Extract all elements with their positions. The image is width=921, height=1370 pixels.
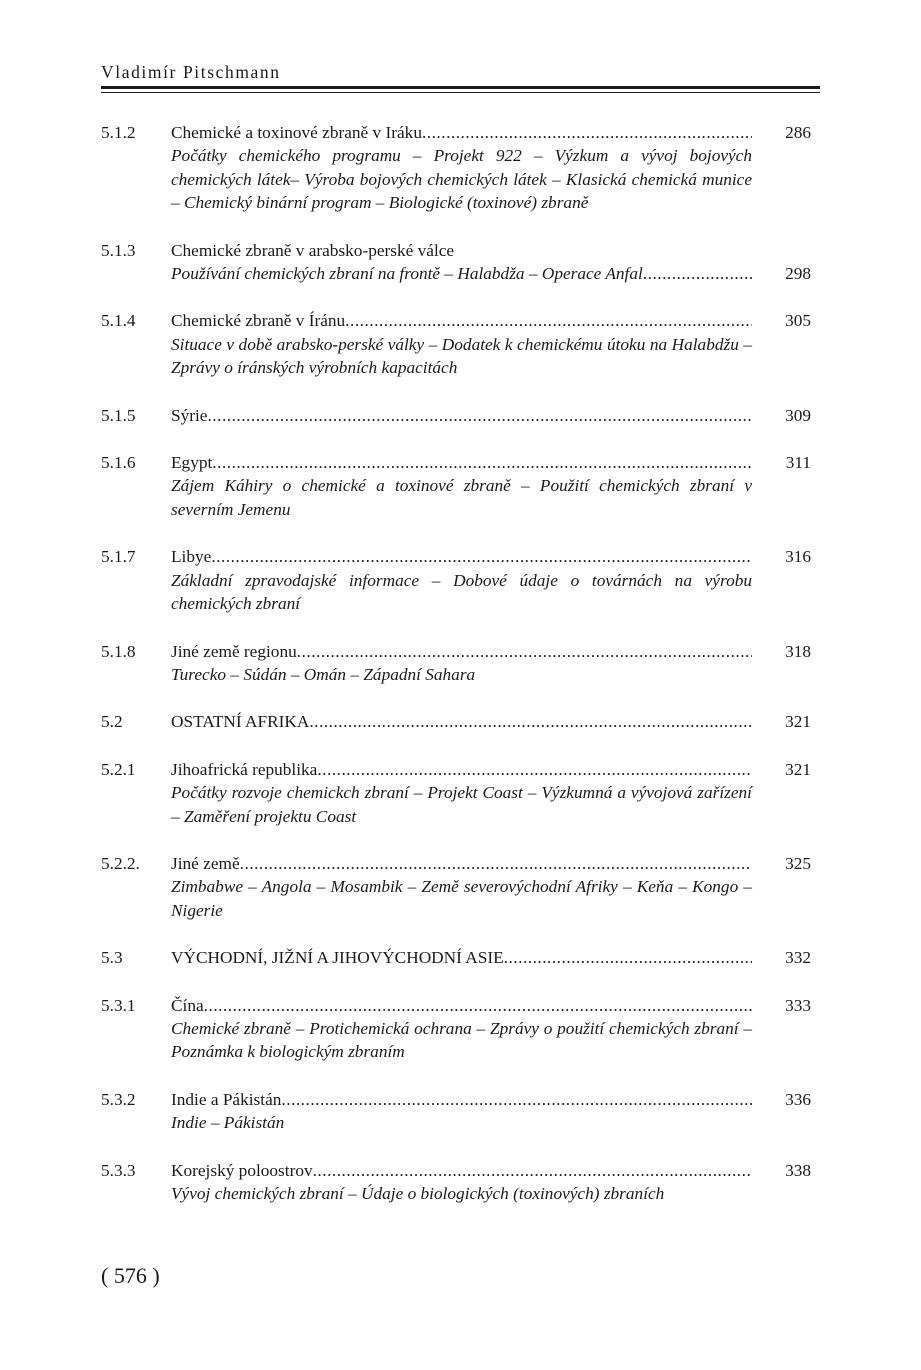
dot-leader: [504, 946, 752, 969]
page-number: 333: [785, 995, 811, 1015]
section-title: Sýrie: [171, 405, 208, 425]
section-number: 5.3.1: [101, 995, 136, 1015]
dot-leader: [281, 1088, 752, 1111]
section-number: 5.1.4: [101, 311, 136, 331]
toc-entry: [101, 121, 820, 215]
dot-leader: [240, 852, 752, 875]
page-number: 298: [785, 264, 811, 284]
footer-page-number: ( 576 ): [101, 1263, 160, 1288]
section-title: Chemické zbraně v arabsko-perské válce: [171, 240, 455, 260]
section-title: Chemické zbraně v Íránu: [171, 311, 346, 331]
section-subtopics: Základní zpravodajské informace – Dobové údaje o továrnách na výrobu chemických zbraní: [171, 570, 752, 614]
toc-entry: [101, 309, 820, 379]
toc-entry: [101, 758, 820, 828]
table-of-contents: [101, 121, 820, 1205]
section-number: 5.2.2.: [101, 853, 140, 873]
section-number: 5.1.7: [101, 547, 136, 567]
section-subtopics: Počátky rozvoje chemickch zbraní – Projekt Coast – Výzkumná a vývojová zařízení – Zaměření projektu Coast: [171, 783, 752, 826]
dot-leader: [204, 994, 752, 1017]
section-number: 5.3: [101, 948, 123, 968]
section-number: 5.1.3: [101, 240, 136, 260]
page-number: 321: [785, 759, 811, 779]
section-title: Indie a Pákistán: [171, 1089, 282, 1109]
section-subtopics: Chemické zbraně – Protichemická ochrana – Zprávy o použití chemických zbraní – Poznámka k biologickým zbraním: [171, 1018, 752, 1062]
section-title: VÝCHODNÍ, JIŽNÍ A JIHOVÝCHODNÍ ASIE: [171, 948, 504, 968]
toc-entry: [101, 946, 820, 969]
section-title: OSTATNÍ AFRIKA: [171, 712, 310, 732]
section-title: Jihoafrická republika: [171, 759, 318, 779]
dot-leader: [207, 404, 752, 427]
page-number: 338: [785, 1160, 811, 1180]
section-number: 5.1.8: [101, 641, 136, 661]
section-number: 5.3.2: [101, 1089, 136, 1109]
section-subtopics: Zimbabwe – Angola – Mosambik – Země severovýchodní Afriky – Keňa – Kongo – Nigerie: [171, 877, 752, 920]
page-number: 332: [785, 948, 811, 968]
page-number: 316: [785, 547, 811, 567]
dot-leader: [643, 262, 752, 285]
toc-entry: [101, 640, 820, 687]
section-subtopics: Počátky chemického programu – Projekt 922 – Výzkum a vývoj bojových chemických látek– Výroba bojových chemických látek – Klasická chemická munice – Chemický binární program – Biologické (toxinové) zbraně: [171, 146, 752, 213]
toc-entry: [101, 852, 820, 922]
running-head: Vladimír Pitschmann: [101, 62, 281, 82]
toc-entry: [101, 1088, 820, 1135]
dot-leader: [313, 1159, 752, 1182]
section-number: 5.2: [101, 712, 123, 732]
toc-entry: [101, 239, 820, 286]
header-rule-thin: [101, 92, 820, 93]
page-number: 286: [785, 123, 811, 142]
section-number: 5.1.6: [101, 453, 136, 473]
dot-leader: [345, 309, 752, 332]
page-number: 336: [785, 1089, 811, 1109]
section-number: 5.3.3: [101, 1160, 136, 1180]
page-number: 305: [785, 311, 811, 331]
dot-leader: [309, 710, 752, 733]
page-number: 318: [785, 641, 811, 661]
page-number: 321: [785, 712, 811, 732]
header-rule-thick: [101, 86, 820, 89]
section-subtopics: Používání chemických zbraní na frontě – Halabdža – Operace Anfal: [171, 264, 643, 284]
toc-entry: [101, 451, 820, 521]
toc-entry: [101, 545, 820, 615]
section-subtopics: Turecko – Súdán – Omán – Západní Sahara: [171, 664, 476, 684]
section-number: 5.1.2: [101, 123, 136, 142]
section-title: Jiné země: [171, 853, 240, 873]
toc-entry: [101, 404, 820, 427]
section-number: 5.2.1: [101, 759, 136, 779]
toc-entry: [101, 1159, 820, 1206]
page-number: 309: [785, 405, 811, 425]
section-subtopics: Vývoj chemických zbraní – Údaje o biologických (toxinových) zbraních: [171, 1184, 665, 1203]
dot-leader: [422, 121, 752, 144]
page-number: 311: [785, 453, 811, 473]
dot-leader: [297, 640, 752, 663]
section-title: Čína: [171, 995, 204, 1015]
section-number: 5.1.5: [101, 405, 136, 425]
section-title: Jiné země regionu: [171, 641, 297, 661]
dot-leader: [211, 545, 752, 568]
section-title: Korejský poloostrov: [171, 1160, 313, 1180]
dot-leader: [317, 758, 752, 781]
page-number: 325: [785, 853, 811, 873]
section-subtopics: Situace v době arabsko-perské války – Dodatek k chemickému útoku na Halabdžu – Zprávy o íránských výrobních kapacitách: [171, 334, 752, 378]
section-title: Chemické a toxinové zbraně v Iráku: [171, 123, 422, 142]
dot-leader: [212, 451, 752, 474]
toc-entry: [101, 994, 820, 1064]
toc-entry: [101, 710, 820, 733]
section-subtopics: Indie – Pákistán: [171, 1113, 285, 1133]
section-subtopics: Zájem Káhiry o chemické a toxinové zbraně – Použití chemických zbraní v severním Jemenu: [171, 476, 752, 519]
section-title: Egypt: [171, 453, 213, 473]
section-title: Libye: [171, 547, 212, 567]
